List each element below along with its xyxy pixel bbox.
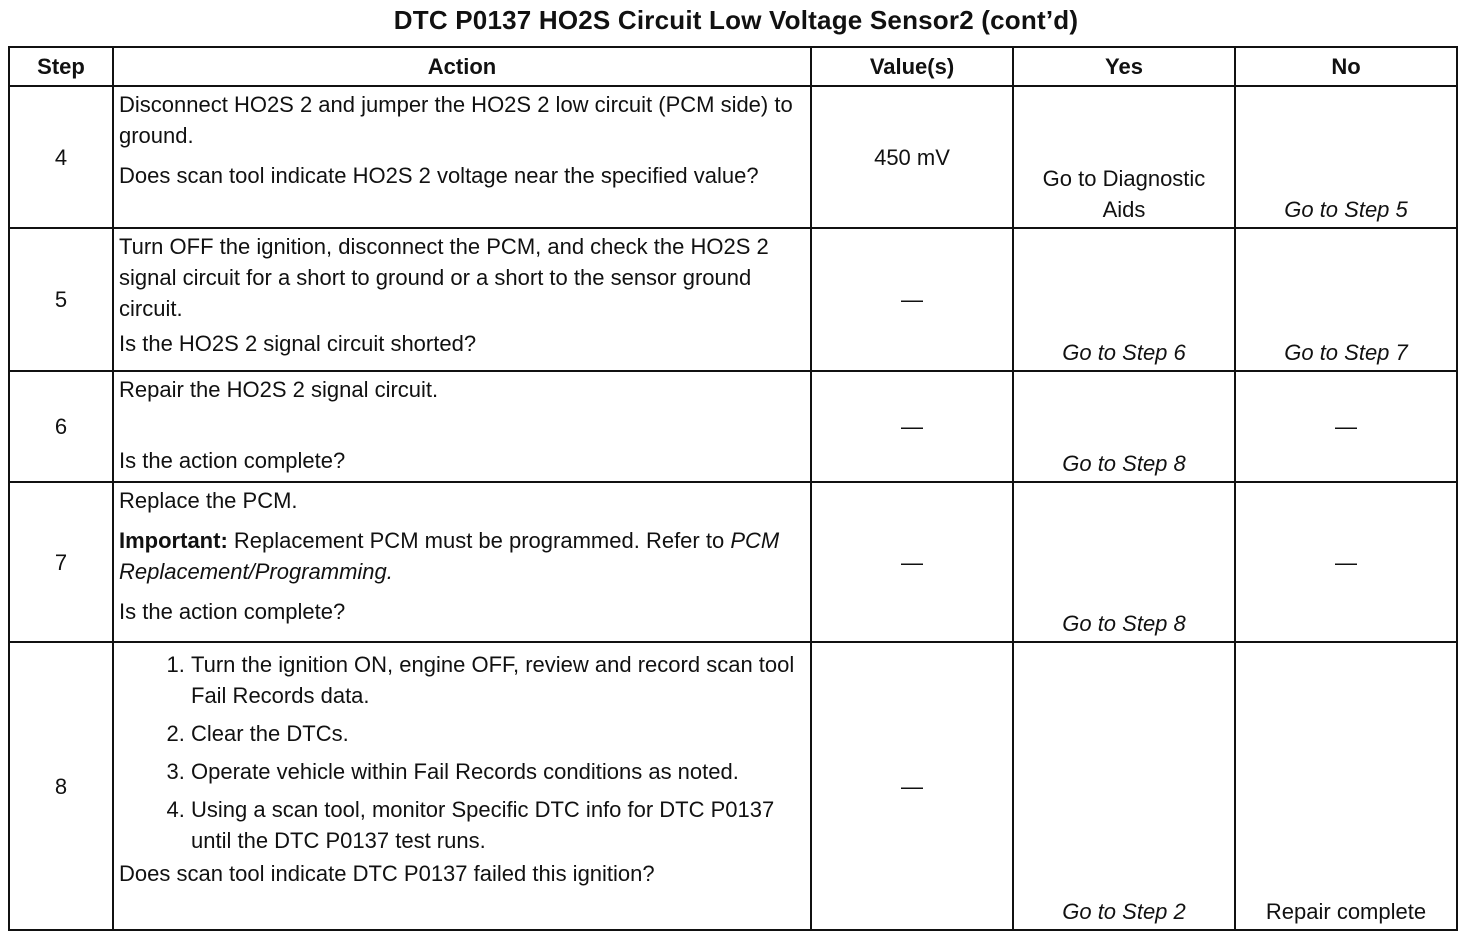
step-number: 8 <box>9 642 113 930</box>
step-number: 4 <box>9 86 113 228</box>
action-question: Is the HO2S 2 signal circuit shorted? <box>119 331 477 356</box>
no-cell: — <box>1235 482 1457 642</box>
action-text: Turn OFF the ignition, disconnect the PCM, and check the HO2S 2 signal circuit for a short to ground or a short to the sensor ground circuit. <box>119 234 769 321</box>
action-cell <box>113 642 811 930</box>
procedure-list <box>119 649 806 856</box>
action-text: Replace the PCM. <box>119 488 298 513</box>
header-row <box>9 47 1457 86</box>
important-label: Important: <box>119 528 228 553</box>
header-no: No <box>1235 47 1457 86</box>
step-number: 5 <box>9 228 113 371</box>
no-cell: — <box>1235 371 1457 482</box>
action-question: Is the action complete? <box>119 448 346 473</box>
table-row <box>9 228 1457 371</box>
no-cell: Go to Step 7 <box>1235 228 1457 371</box>
yes-cell: Go to Step 6 <box>1013 228 1235 371</box>
no-cell: Repair complete <box>1235 642 1457 930</box>
yes-cell: Go to Diagnostic Aids <box>1013 86 1235 228</box>
yes-cell: Go to Step 2 <box>1013 642 1235 930</box>
table-row <box>9 482 1457 642</box>
value-cell: — <box>811 482 1013 642</box>
action-question: Does scan tool indicate DTC P0137 failed this ignition? <box>119 861 655 886</box>
step-number: 7 <box>9 482 113 642</box>
step-number: 6 <box>9 371 113 482</box>
action-cell <box>113 228 811 371</box>
no-cell: Go to Step 5 <box>1235 86 1457 228</box>
table-row <box>9 371 1457 482</box>
important-reference: PCM Replacement/Programming. <box>119 528 780 584</box>
action-cell <box>113 482 811 642</box>
important-note <box>119 525 806 587</box>
action-question: Does scan tool indicate HO2S 2 voltage near the specified value? <box>119 163 759 188</box>
action-cell <box>113 86 811 228</box>
value-cell: — <box>811 371 1013 482</box>
action-text: Repair the HO2S 2 signal circuit. <box>119 377 439 402</box>
value-cell: — <box>811 642 1013 930</box>
header-action: Action <box>113 47 811 86</box>
yes-cell: Go to Step 8 <box>1013 482 1235 642</box>
page-title: DTC P0137 HO2S Circuit Low Voltage Sensor2 (cont’d) <box>393 5 1079 35</box>
value-cell: — <box>811 228 1013 371</box>
diagnostic-table <box>8 46 1458 931</box>
header-values: Value(s) <box>811 47 1013 86</box>
important-text: Replacement PCM must be programmed. Refer to <box>233 528 725 553</box>
action-question: Is the action complete? <box>119 599 346 624</box>
list-item: 4. Using a scan tool, monitor Specific DTC info for DTC P0137 until the DTC P0137 test runs. <box>191 794 806 856</box>
action-cell <box>113 371 811 482</box>
list-item: 3. Operate vehicle within Fail Records conditions as noted. <box>191 756 806 787</box>
list-item: 1. Turn the ignition ON, engine OFF, review and record scan tool Fail Records data. <box>191 649 806 711</box>
action-text: Disconnect HO2S 2 and jumper the HO2S 2 low circuit (PCM side) to ground. <box>119 92 793 148</box>
header-step: Step <box>9 47 113 86</box>
value-cell: 450 mV <box>811 86 1013 228</box>
list-item: 2. Clear the DTCs. <box>191 718 806 749</box>
header-yes: Yes <box>1013 47 1235 86</box>
table-row <box>9 642 1457 930</box>
yes-cell: Go to Step 8 <box>1013 371 1235 482</box>
table-row <box>9 86 1457 228</box>
